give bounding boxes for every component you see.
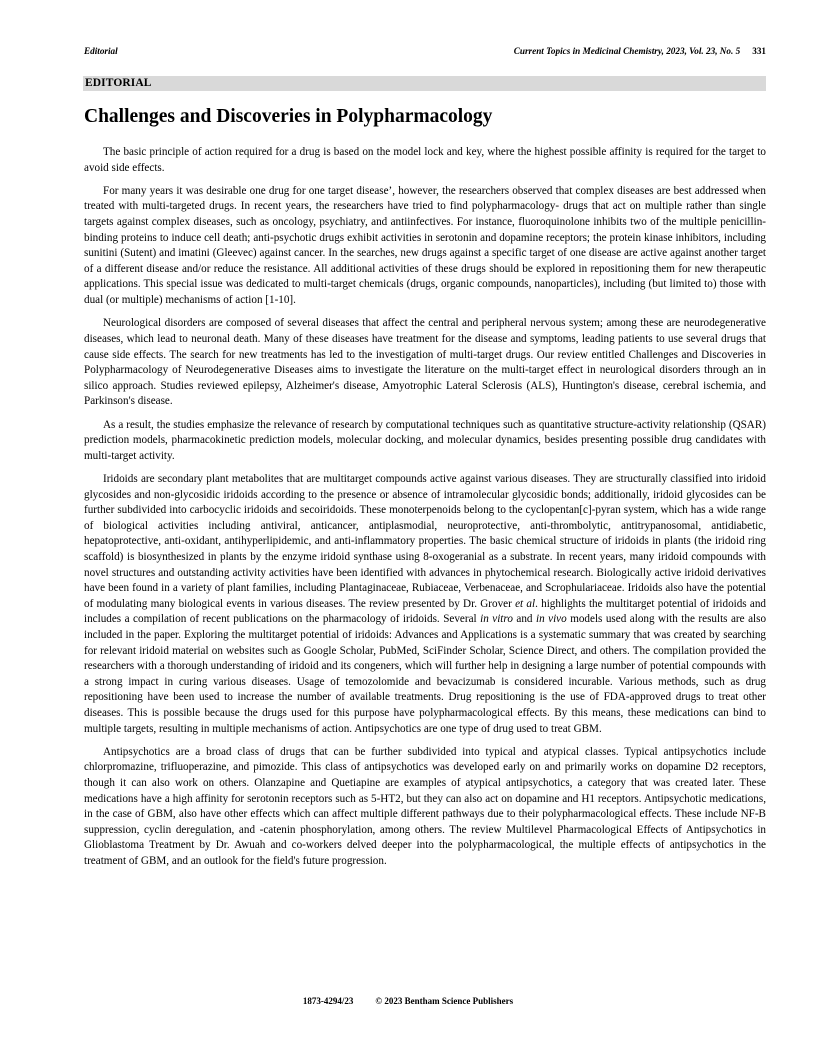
- page-number: 331: [752, 46, 766, 56]
- iridoids-text-3: and: [512, 613, 536, 626]
- iridoids-text-4: models used along with the results are also included in the paper. Exploring the multitarget potential of iridoids: Advances and Applications is a systematic summary that was created by searching for relevant iridoid material on websites such as Google Scholar, PubMed, SciFinder Scholar, Science Direct, and others. The compilation provided the researchers with a thorough understanding of iridoid and its congeners, which will further help in designing a large number of potential compounds with a strong impact in curing various diseases. Usage of temozolomide and bevacizumab is considered incurable. Various methods, such as drug repositioning have been used to increase the number of available treatments. Drug repositioning is the use of FDA-approved drugs to treat other diseases. This is possible because the drugs used for this purpose have polypharmacological effects. By this means, these medications can bind to multiple targets, resulting in multiple mechanisms of action. Antipsychotics are one type of drug used to treat GBM.: [84, 613, 767, 735]
- section-bar-label: EDITORIAL: [85, 77, 152, 89]
- page-footer: [0, 996, 816, 1006]
- running-header-section: Editorial: [84, 46, 118, 56]
- running-header-citation: [514, 46, 766, 56]
- iridoids-em-et-al: et al: [515, 597, 536, 610]
- article-body: [84, 145, 766, 877]
- iridoids-em-in-vitro: in vitro: [480, 613, 513, 626]
- footer-copyright: © 2023 Bentham Science Publishers: [375, 996, 514, 1006]
- paragraph-antipsychotics: Antipsychotics are a broad class of drugs that can be further subdivided into typical and atypical classes. Typical antipsychotics include chlorpromazine, trifluoperazine, and pimozide. This class of antipsychotics was developed early on and primarily works on dopamine D2 receptors, though it can also work on others. Olanzapine and Quetiapine are examples of atypical antipsychotics, a category that was created later. These medications have a high affinity for serotonin receptors such as 5-HT2, but they can also act on dopamine and H1 receptors. Antipsychotic medications, in the case of GBM, also have other effects which can affect multiple different pathways due to their polypharmacological effects. These include NF-B suppression, cyclin deregulation, and -catenin phosphorylation, among others. The review Multilevel Pharmacological Effects of Antipsychotics in Glioblastoma Treatment by Dr. Awuah and co-workers delved deeper into the polypharmacological, the multiple effects of antipsychotics in the treatment of GBM, and an outlook for the field's future progression.: [84, 745, 766, 867]
- article-title: Challenges and Discoveries in Polypharmacology: [84, 106, 493, 127]
- paragraph-neurological: Neurological disorders are composed of several diseases that affect the central and peripheral nervous system; among these are neurodegenerative diseases, which lead to neuronal death. Many of these diseases have treatment for the disease and symptoms, leading patients to use several drugs that cause side effects. The search for new treatments has led to the investigation of multi-target drugs. Our review entitled Challenges and Discoveries in Polypharmacology of Neurodegenerative Diseases aims to investigate the literature on the multi-target effect in neurological disorders through an in silico approach. Studies reviewed epilepsy, Alzheimer's disease, Amyotrophic Lateral Sclerosis (ALS), Huntington's disease, cerebral ischemia, and Parkinson's disease.: [84, 317, 766, 408]
- paragraph-computational: As a result, the studies emphasize the relevance of research by computational techniques such as quantitative structure-activity relationship (QSAR) prediction models, pharmacokinetic prediction models, molecular docking, and molecular dynamics, besides presenting possible drug candidates with multi-target activity.: [84, 418, 766, 462]
- paragraph-iridoids: [84, 472, 766, 737]
- iridoids-text-1: Iridoids are secondary plant metabolites that are multitarget compounds active against various diseases. They are structurally classified into iridoid glycosides and non-glycosidic iridoids according to the presence or absence of intramolecular glycosidic bonds; additionally, iridoid glycosides can be further subdivided into carbocyclic iridoids and secoiridoids. These monoterpenoids belong to the cyclopentan[c]-pyran system, which has a wide range of biological activities including antiviral, anticancer, antiplasmodial, neuroprotective, anti-thrombolytic, antitrypanosomal, antidiabetic, hepatoprotective, anti-oxidant, antihyperlipidemic, and anti-inflammatory properties. The basic chemical structure of iridoids in plants (the iridoid ring scaffold) is biosynthesized in plants by the enzyme iridoid synthase using 8-oxogeranial as a substrate. In recent years, many iridoid compounds with novel structures and outstanding activity activities have been identified with advances in phytochemical research. Biologically active iridoid derivatives have been found in a variety of plant families, including Plantaginaceae, Rubiaceae, Verbenaceae, and Scrophulariaceae. Iridoids also have the potential of modulating many biological events in various diseases. The review presented by Dr. Grover: [84, 473, 766, 610]
- section-bar: [83, 76, 766, 91]
- journal-name: Current Topics in Medicinal Chemistry, 2023,: [513, 46, 690, 56]
- journal-volume: Vol. 23, No. 5: [689, 46, 741, 56]
- paragraph-intro: The basic principle of action required for a drug is based on the model lock and key, where the highest possible affinity is required for the target to avoid side effects.: [84, 146, 766, 174]
- footer-issn: 1873-4294/23: [302, 996, 354, 1006]
- iridoids-em-in-vivo: in vivo: [535, 613, 567, 626]
- running-header: [84, 46, 766, 60]
- paragraph-multi-target: For many years it was desirable one drug for one target disease’, however, the researchers observed that complex diseases are best addressed when treated with multi-targeted drugs. In recent years, the researchers have tried to find polypharmacology- drugs that act on multiple rather than single targets against complex diseases, such as oncology, psychiatry, and antiinfectives. For instance, fluoroquinolone inhibits two of the multiple penicillin-binding proteins to induce cell death; anti-psychotic drugs exhibit activities in serotonin and dopamine receptors; the protein kinase inhibitors, including sunitini (Sutent) and imatini (Gleevec) against cancer. In the searches, new drugs against a specific target of one disease are active against another target of a different disease and/or reduce the resistance. All additional activities of these drugs should be explored in repositioning them for new therapeutic applications. This special issue was dedicated to multi-target chemicals (drugs, organic compounds, nanoparticles), including (but limited to) those with dual (or multiple) mechanisms of action [1-10].: [84, 184, 766, 307]
- iridoids-text-2: . highlights the multitarget potential of iridoids and includes a compilation of recent publications on the pharmacology of iridoids. Several: [84, 597, 766, 626]
